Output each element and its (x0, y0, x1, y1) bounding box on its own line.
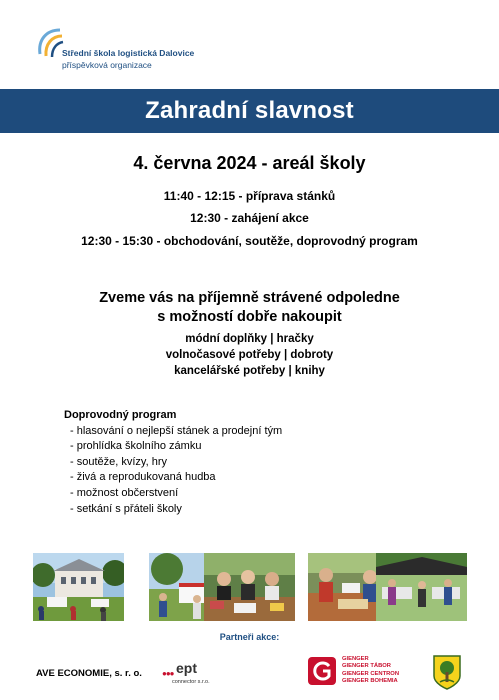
partners-label: Partneři akce: (219, 632, 280, 642)
invitation (0, 289, 499, 327)
list-item: - soutěže, kvízy, hry (70, 455, 167, 468)
partner-ept-logo (162, 660, 214, 688)
gienger-line: GIENGER (342, 656, 369, 662)
school-name: Střední škola logistická Dalovice (62, 48, 195, 58)
offer-list (0, 331, 499, 379)
program-title: Doprovodný program (64, 409, 177, 421)
list-item: - možnost občerstvení (70, 486, 179, 499)
list-item: - setkání s přáteli školy (70, 502, 182, 515)
school-logo (36, 26, 64, 62)
list-item: - hlasování o nejlepší stánek a prodejní tým (70, 424, 283, 437)
program-section (64, 408, 282, 517)
offer-item: módní doplňky | hračky (185, 333, 314, 345)
school-subtitle: příspěvková organizace (62, 60, 152, 70)
schedule-item: 12:30 - zahájení akce (190, 211, 309, 225)
offer-item: volnočasové potřeby | dobroty (165, 349, 334, 361)
offer-item: kancelářské potřeby | knihy (174, 365, 325, 377)
gienger-logo (307, 656, 337, 686)
title-banner (0, 89, 499, 133)
partner-gienger (342, 656, 399, 685)
photo-strip (33, 553, 467, 621)
ept-wordmark: ept (176, 660, 197, 676)
list-item: - živá a reprodukovaná hudba (70, 471, 216, 484)
photo-tents (376, 553, 467, 621)
list-item: - prohlídka školního zámku (70, 440, 202, 453)
dots-icon: ●●● (162, 669, 174, 678)
municipal-crest-icon (432, 654, 462, 691)
school-header (36, 24, 256, 80)
invitation-line: Zveme vás na příjemně strávené odpoledne (99, 290, 400, 306)
partner-ave-economie: AVE ECONOMIE, s. r. o. (36, 668, 142, 679)
event-date: 4. června 2024 - areál školy (133, 153, 366, 173)
gienger-line: GIENGER TÁBOR (342, 663, 391, 670)
page-title: Zahradní slavnost (145, 97, 354, 124)
gienger-line: GIENGER CENTRON (342, 670, 400, 677)
schedule-item: 11:40 - 12:15 - příprava stánků (163, 189, 336, 203)
schedule-item: 12:30 - 15:30 - obchodování, soutěže, doprovodný program (81, 234, 418, 248)
photo-students (204, 553, 295, 621)
gienger-line: GIENGER BOHEMIA (342, 677, 398, 684)
program-list (64, 424, 282, 518)
invitation-line: s možností dobře nakoupit (157, 309, 342, 325)
photo-chateau (33, 553, 124, 621)
ept-subtitle: connector s.r.o. (172, 679, 210, 685)
